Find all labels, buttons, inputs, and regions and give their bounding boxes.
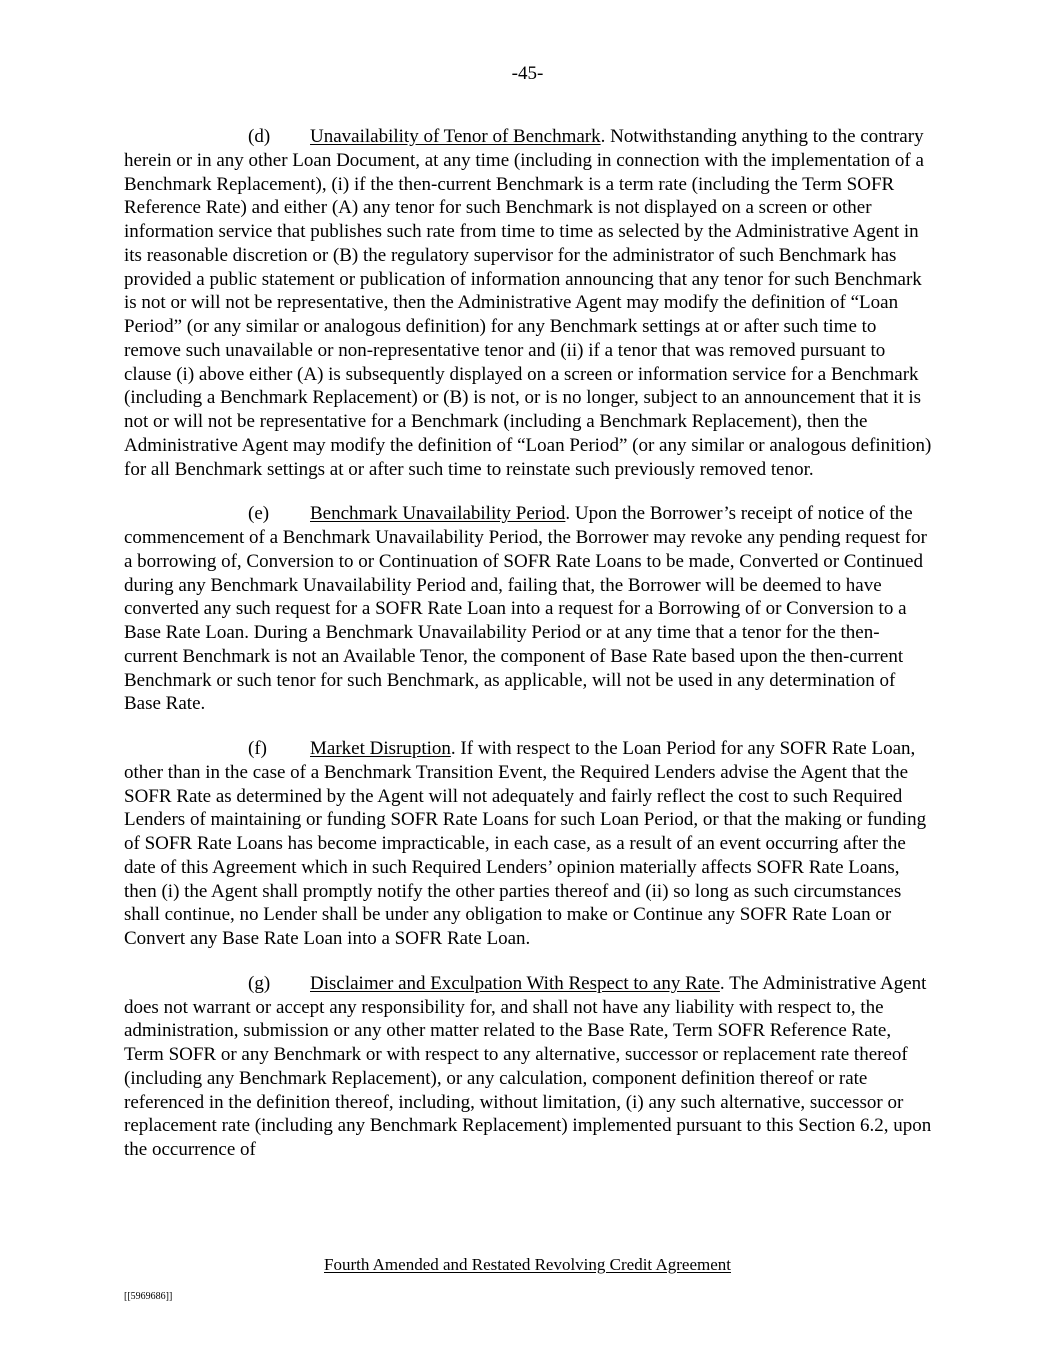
paragraph-label: (f) xyxy=(248,738,267,759)
paragraph-d xyxy=(124,125,932,481)
paragraph-text: . If with respect to the Loan Period for any SOFR Rate Loan, other than in the case of a Benchmark Transition Event, the Required Lenders advise the Agent that the SOFR Rate as determined by the Agent will not adequately and fairly reflect the cost to such Required Lenders of maintaining or funding SOFR Rate Loans for such Loan Period, or that the making or funding of SOFR Rate Loans has become impracticable, in each case, as a result of an event occurring after the date of this Agreement which in such Required Lenders’ opinion materially affects SOFR Rate Loans, then (i) the Agent shall promptly notify the other parties thereof and (ii) so long as such circumstances shall continue, no Lender shall be under any obligation to make or Continue any SOFR Rate Loan or Convert any Base Rate Loan into a SOFR Rate Loan. xyxy=(124,738,927,949)
paragraph-heading: Benchmark Unavailability Period xyxy=(310,503,566,525)
paragraph-text: . Upon the Borrower’s receipt of notice of the commencement of a Benchmark Unavailability Period, the Borrower may revoke any pending request for a borrowing of, Conversion to or Continuation of SOFR Rate Loans to be made, Converted or Continued during any Benchmark Unavailability Period and, failing that, the Borrower will be deemed to have converted any such request for a SOFR Rate Loan into a request for a Borrowing of or Conversion to a Base Rate Loan. During a Benchmark Unavailability Period or at any time that a tenor for the then-current Benchmark is not an Available Tenor, the component of Base Rate based upon the then-current Benchmark or such tenor for such Benchmark, as applicable, will not be used in any determination of Base Rate. xyxy=(124,503,928,715)
footer-agreement-title: Fourth Amended and Restated Revolving Credit Agreement xyxy=(324,1255,731,1274)
paragraph-heading: Unavailability of Tenor of Benchmark xyxy=(310,126,601,147)
paragraph-e xyxy=(124,502,932,716)
paragraph-text: . Notwithstanding anything to the contrary herein or in any other Loan Document, at any time (including in connection with the implementation of a Benchmark Replacement), (i) if the then-current Benchmark is a term rate (including the Term SOFR Reference Rate) and either (A) any tenor for such Benchmark is not displayed on a screen or other information service that publishes such rate from time to time as selected by the Administrative Agent in its reasonable discretion or (B) the regulatory supervisor for the administrator of such Benchmark has provided a public statement or publication of information announcing that any tenor for such Benchmark is not or will not be representative, then the Administrative Agent may modify the definition of “Loan Period” (or any similar or analogous definition) for any Benchmark settings at or after such time to remove such unavailable or non-representative tenor and (ii) if a tenor that was removed pursuant to clause (i) above either (A) is subsequently displayed on a screen or information service for a Benchmark (including a Benchmark Replacement) or (B) is not, or is no longer, subject to an announcement that it is not or will not be representative for a Benchmark (including a Benchmark Replacement), then the Administrative Agent may modify the definition of “Loan Period” (or any similar or analogous definition) for all Benchmark settings at or after such time to reinstate such previously removed tenor. xyxy=(124,126,932,480)
paragraph-heading: Market Disruption xyxy=(310,738,451,759)
paragraph-label: (e) xyxy=(248,503,270,525)
paragraph-heading: Disclaimer and Exculpation With Respect to any Rate xyxy=(310,972,720,994)
paragraph-label: (d) xyxy=(248,126,271,147)
paragraph-label: (g) xyxy=(248,972,271,994)
paragraph-g xyxy=(124,972,932,1162)
document-body xyxy=(124,125,932,1183)
paragraph-f xyxy=(124,737,932,951)
paragraph-text: . The Administrative Agent does not warrant or accept any responsibility for, and shall not have any liability with respect to, the administration, submission or any other matter related to the Base Rate, Term SOFR Reference Rate, Term SOFR or any Benchmark or with respect to any alternative, successor or replacement rate thereof (including any Benchmark Replacement), or any calculation, component definition thereof or rate referenced in the definition thereof, including, without limitation, (i) any such alternative, successor or replacement rate (including any Benchmark Replacement) implemented pursuant to this Section 6.2, upon the occurrence of xyxy=(124,972,932,1160)
page-number: -45- xyxy=(511,63,544,84)
footer-document-id: [[5969686]] xyxy=(124,1291,173,1302)
